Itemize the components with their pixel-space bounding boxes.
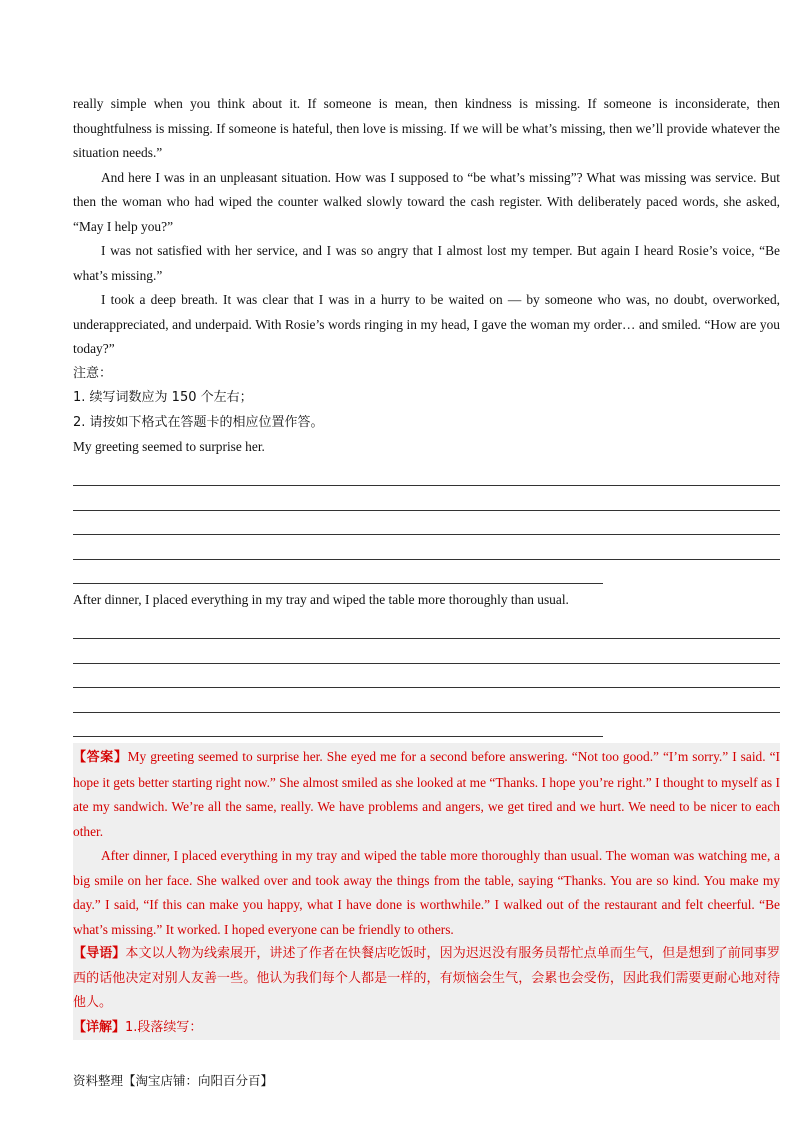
writing-line[interactable] bbox=[73, 615, 780, 640]
answer-section bbox=[73, 743, 780, 1040]
writing-line[interactable] bbox=[73, 462, 780, 487]
writing-line[interactable] bbox=[73, 688, 780, 713]
notes-item-2: 2. 请按如下格式在答题卡的相应位置作答。 bbox=[73, 414, 324, 430]
answer-lines-second bbox=[73, 615, 780, 738]
answer-paragraph-2: After dinner, I placed everything in my tray and wiped the table more thoroughly than usual. The woman was watching me, a big smile on her face. She walked over and took away the things from the table, saying “Thanks. You are so kind. You make my day.” I said, “If this can make you happy, what I have done is worthwhile.” I walked out of the restaurant and felt cheerful. “Be what’s missing.” It worked. I hoped everyone can be friendly to others. bbox=[73, 848, 780, 937]
story-paragraph-3: I was not satisfied with her service, and I was so angry that I almost lost my temper. But again I heard Rosie’s voice, “Be what’s missing.” bbox=[73, 243, 780, 283]
detail-paragraph bbox=[73, 1016, 780, 1041]
prompt-second-paragraph: After dinner, I placed everything in my tray and wiped the table more thoroughly than usual. bbox=[73, 592, 569, 607]
writing-line[interactable] bbox=[73, 535, 780, 560]
footer-note: 资料整理【淘宝店铺：向阳百分百】 bbox=[73, 1073, 274, 1088]
document-page bbox=[73, 92, 780, 1040]
notes-item-1: 1. 续写词数应为 150 个左右； bbox=[73, 390, 253, 405]
writing-line[interactable] bbox=[73, 639, 780, 664]
answer-lines-first bbox=[73, 462, 780, 585]
answer-text-1: My greeting seemed to surprise her. She eyed me for a second before answering. “Not too good.” “I’m sorry.” I said. “I hope it gets better starting right now.” She almost smiled as she looked at me “Thanks. I hope you’re right.” I thought to myself as I ate my sandwich. We’re all the same, really. We have problems and angers, we get tired and we hurt. We need to be nicer to each other. bbox=[73, 749, 780, 839]
guide-tag: 【导语】 bbox=[73, 946, 126, 961]
story-paragraph-4: I took a deep breath. It was clear that I was in a hurry to be waited on — by someone who was, no doubt, overworked, underappreciated, and underpaid. With Rosie’s words ringing in my head, I gave the woman my order… and smiled. “How are you today?” bbox=[73, 292, 780, 356]
answer-tag: 【答案】 bbox=[73, 750, 128, 765]
writing-line[interactable] bbox=[73, 664, 780, 689]
detail-text: 1.段落续写： bbox=[125, 1019, 203, 1035]
guide-paragraph bbox=[73, 942, 780, 1016]
writing-line[interactable] bbox=[73, 560, 603, 585]
prompt-first-paragraph: My greeting seemed to surprise her. bbox=[73, 439, 265, 454]
story-paragraph-2: And here I was in an unpleasant situation. How was I supposed to “be what’s missing”? What was missing was service. But then the woman who had wiped the counter walked slowly toward the cash register. With deliberately paced words, she asked, “May I help you?” bbox=[73, 169, 780, 234]
notes-heading: 注意： bbox=[73, 365, 113, 381]
story-paragraph-1: really simple when you think about it. If someone is mean, then kindness is missing. If someone is inconsiderate, then thoughtfulness is missing. If someone is hateful, then love is missing. If we will be what’s missing, then we’ll provide whatever the situation needs.” bbox=[73, 96, 780, 160]
guide-text: 本文以人物为线索展开，讲述了作者在快餐店吃饭时，因为迟迟没有服务员帮忙点单而生气，但是想到了前同事罗西的话他决定对别人友善一些。他认为我们每个人都是一样的，有烦恼会生气，会累也会受伤，因此我们需要更耐心地对待他人。 bbox=[73, 946, 780, 1010]
writing-line[interactable] bbox=[73, 511, 780, 536]
detail-tag: 【详解】 bbox=[73, 1019, 126, 1035]
answer-paragraph-1 bbox=[73, 745, 780, 844]
writing-line[interactable] bbox=[73, 713, 603, 738]
writing-line[interactable] bbox=[73, 486, 780, 511]
